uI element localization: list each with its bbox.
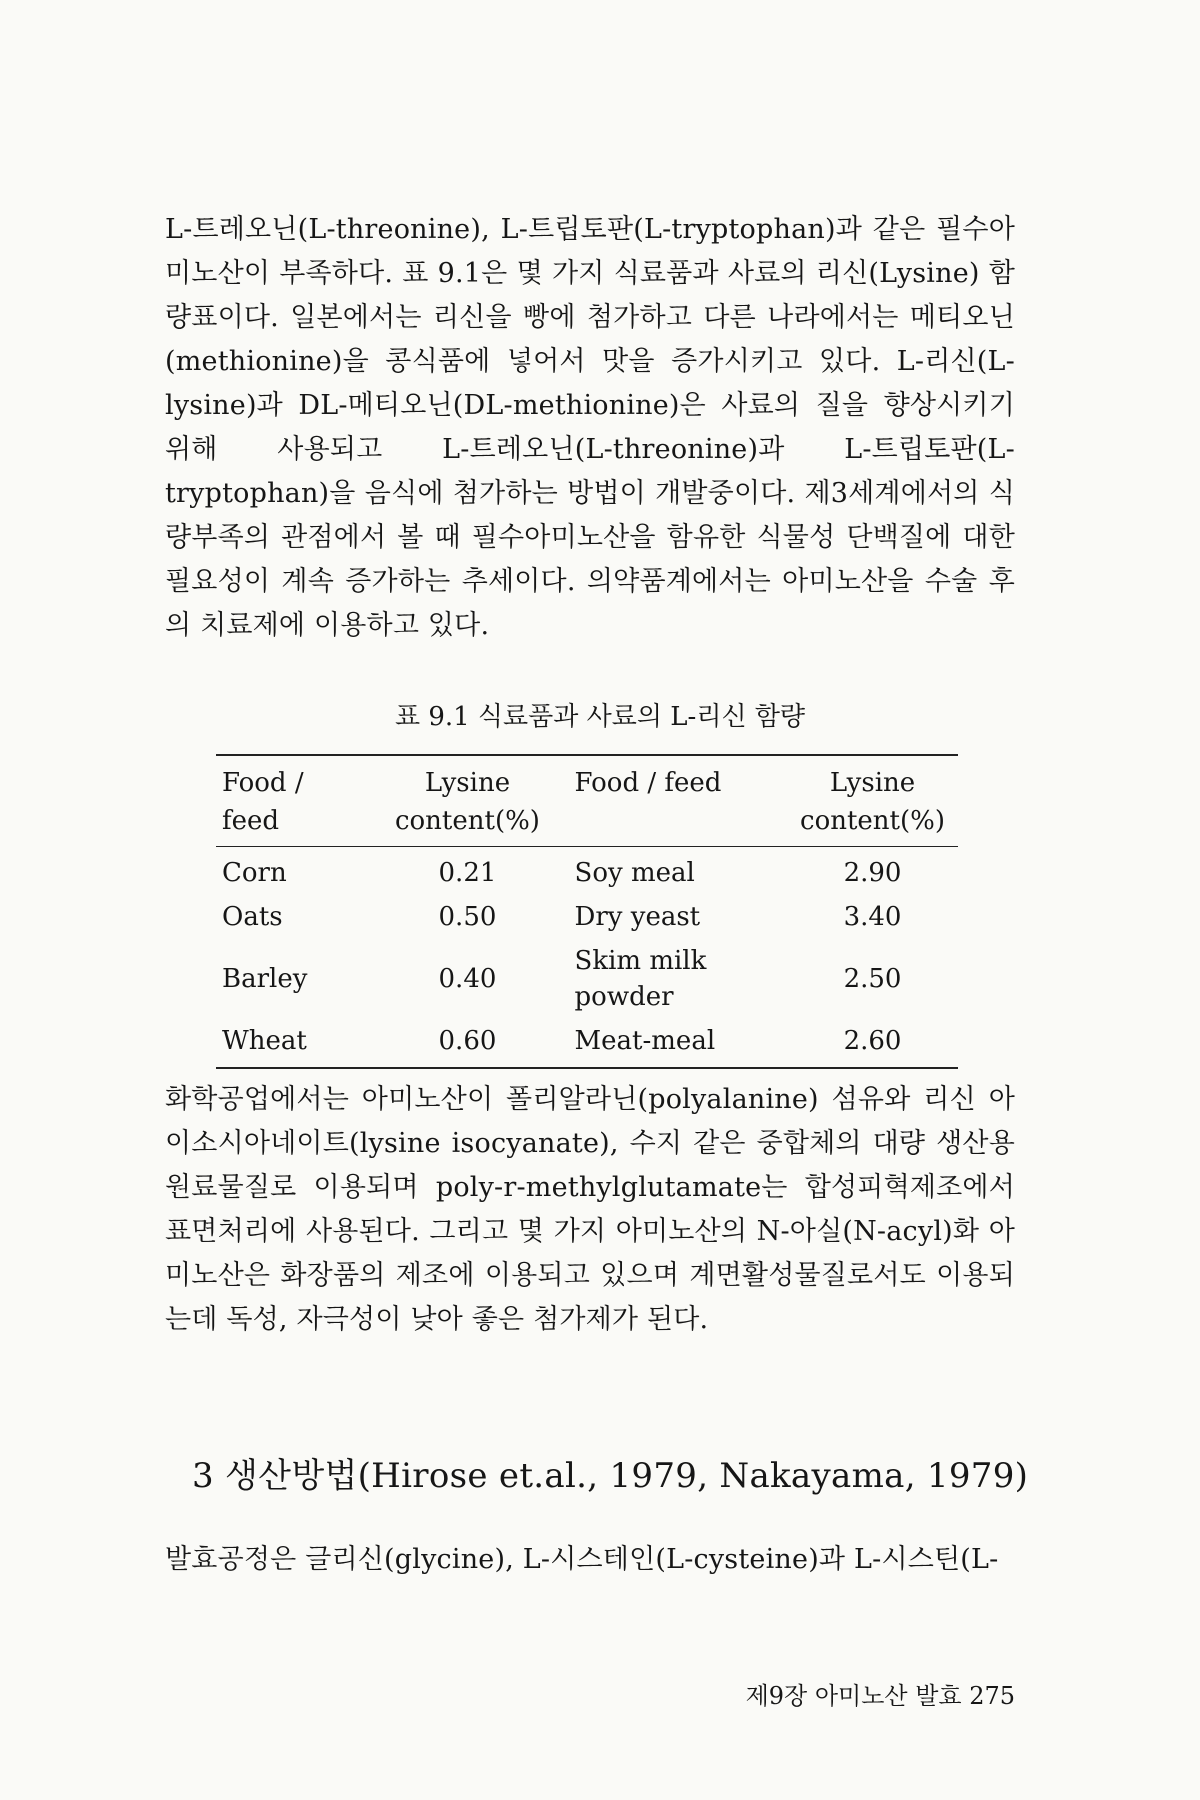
cell-lysine-value: 2.60 xyxy=(843,1026,902,1056)
section-heading-production-methods: 3 생산방법(Hirose et.al., 1979, Nakayama, 1979) xyxy=(192,1456,1029,1496)
cell-lysine-value: 0.40 xyxy=(438,964,497,994)
cell-food-name: Dry yeast xyxy=(574,902,701,932)
cell-food-name: Skim milk powder xyxy=(574,946,707,1012)
cell-food-name: Meat-meal xyxy=(574,1026,716,1056)
cell-food-name: Soy meal xyxy=(574,858,695,888)
cell-food-name: Barley xyxy=(222,964,308,994)
lysine-content-table xyxy=(216,754,958,1069)
body-paragraph-fermentation: 발효공정은 글리신(glycine), L-시스테인(L-cysteine)과 L-시스틴(L- xyxy=(165,1544,999,1575)
cell-lysine-value: 0.60 xyxy=(438,1026,497,1056)
table-row xyxy=(216,847,958,896)
cell-food-name: Oats xyxy=(222,902,283,932)
header-food-feed-1: Food / feed xyxy=(222,768,304,836)
cell-lysine-value: 0.21 xyxy=(438,858,497,888)
cell-lysine-value: 2.50 xyxy=(843,964,902,994)
page-footer: 제9장 아미노산 발효 275 xyxy=(745,1682,1015,1710)
table-header-row xyxy=(216,755,958,847)
table-row xyxy=(216,939,958,1019)
table-row xyxy=(216,895,958,939)
cell-lysine-value: 3.40 xyxy=(843,902,902,932)
header-lysine-content-1: Lysine content(%) xyxy=(394,768,540,836)
cell-lysine-value: 0.50 xyxy=(438,902,497,932)
body-paragraph-chemical-industry: 화학공업에서는 아미노산이 폴리알라닌(polyalanine) 섬유와 리신 아이소시아네이트(lysine isocyanate), 수지 같은 중합체의 대량 생산용 원료물질로 이용되며 poly-r-methylglutamate는 합성피혁제조에서 표면처리에 사용된다. 그리고 몇 가지 아미노산의 N-아실(N-acyl)화 아미노산은 화장품의 제조에 이용되고 있으며 계면활성물질로서도 이용되는데 독성, 자극성이 낮아 좋은 첨가제가 된다. xyxy=(165,1084,1015,1335)
cell-lysine-value: 2.90 xyxy=(843,858,902,888)
cell-food-name: Wheat xyxy=(222,1026,307,1056)
header-food-feed-2: Food / feed xyxy=(574,768,722,798)
header-lysine-content-2: Lysine content(%) xyxy=(800,768,945,836)
cell-food-name: Corn xyxy=(222,858,287,888)
table-caption: 표 9.1 식료품과 사료의 L-리신 함량 xyxy=(394,702,806,732)
body-paragraph-lysine-usage: L-트레오닌(L-threonine), L-트립토판(L-tryptophan)과 같은 필수아미노산이 부족하다. 표 9.1은 몇 가지 식료품과 사료의 리신(Lysine) 함량표이다. 일본에서는 리신을 빵에 첨가하고 다른 나라에서는 메티오닌(methionine)을 콩식품에 넣어서 맛을 증가시키고 있다. L-리신(L-lysine)과 DL-메티오닌(DL-methionine)은 사료의 질을 향상시키기 위해 사용되고 L-트레오닌(L-threonine)과 L-트립토판(L-tryptophan)을 음식에 첨가하는 방법이 개발중이다. 제3세계에서의 식량부족의 관점에서 볼 때 필수아미노산을 함유한 식물성 단백질에 대한 필요성이 계속 증가하는 추세이다. 의약품계에서는 아미노산을 수술 후의 치료제에 이용하고 있다. xyxy=(165,214,1015,641)
table-row xyxy=(216,1019,958,1068)
